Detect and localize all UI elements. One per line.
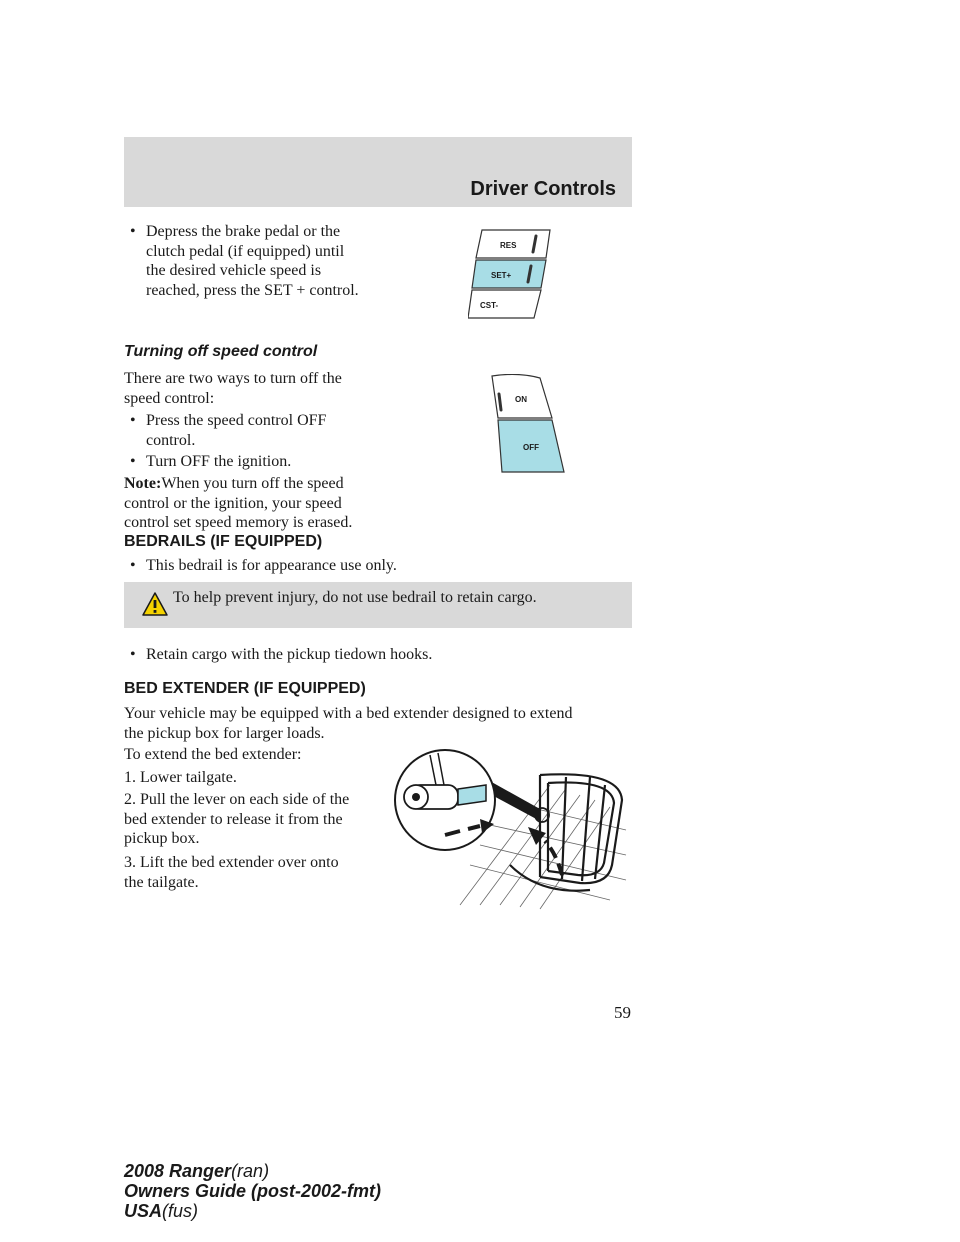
bedrails-bullet-2 (130, 645, 630, 665)
footer-market: USA (124, 1201, 163, 1221)
footer-market-code: (fus) (162, 1201, 199, 1221)
step-1: 1. Lower tailgate. (124, 769, 237, 786)
warning-icon (141, 591, 169, 617)
bullet-dot: • (130, 646, 136, 663)
warning-box (124, 582, 632, 628)
step-2-line-1: 2. Pull the lever on each side of the (124, 791, 350, 808)
set-plus-label: SET+ (491, 271, 512, 280)
page-number: 59 (614, 1003, 631, 1022)
turning-off-heading: Turning off speed control (124, 343, 318, 360)
res-label: RES (500, 241, 517, 250)
step-2-line-2: bed extender to release it from the (124, 810, 343, 828)
bed-extender-intro-line-1: Your vehicle may be equipped with a bed extender designed to extend (124, 705, 573, 722)
turning-off-intro (124, 369, 414, 408)
bullet-dot: • (130, 223, 136, 240)
turning-off-bullet-2-line-1: Turn OFF the ignition. (146, 453, 292, 470)
bedrails-bullet-1-text: This bedrail is for appearance use only. (146, 557, 397, 574)
turning-off-note (124, 474, 424, 533)
bedrails-bullet-2-text: Retain cargo with the pickup tiedown hooks. (146, 646, 433, 663)
warning-text: To help prevent injury, do not use bedrail to retain cargo. (173, 589, 537, 606)
on-label: ON (515, 395, 527, 404)
section-title: Driver Controls (470, 178, 616, 200)
bullet-dot: • (130, 453, 136, 470)
lift-arrow-icon (528, 827, 562, 875)
turning-off-bullet-1-line-2: control. (146, 431, 196, 449)
bed-extender-intro-line-2: the pickup box for larger loads. (124, 724, 325, 742)
header-band (124, 137, 632, 207)
note-label: Note: (124, 475, 162, 492)
bedrails-bullet-1 (130, 556, 630, 576)
footer-line-1 (124, 1161, 381, 1181)
bed-extender-illustration (390, 745, 630, 910)
turning-off-bullet-2 (130, 452, 400, 472)
speed-control-switch-figure (468, 228, 554, 320)
footer-model: 2008 Ranger (124, 1161, 232, 1181)
step-2 (124, 790, 394, 849)
footer-guide: Owners Guide (post-2002-fmt) (124, 1181, 382, 1201)
extender-frame (510, 774, 622, 890)
cst-minus-button (468, 290, 541, 318)
step-3-line-2: the tailgate. (124, 873, 199, 891)
footer-line-2 (124, 1181, 381, 1201)
step-2-line-3: pickup box. (124, 830, 200, 847)
speed-set-line-2: clutch pedal (if equipped) until (146, 242, 345, 260)
cst-minus-label: CST- (480, 301, 499, 310)
bedrails-heading: BEDRAILS (IF EQUIPPED) (124, 533, 323, 550)
on-off-switch-figure (488, 374, 566, 474)
speed-set-line-4: reached, press the SET + control. (146, 281, 359, 299)
bullet-dot: • (130, 412, 136, 429)
turning-off-intro-line-1: There are two ways to turn off the (124, 370, 342, 387)
speed-set-line-3: the desired vehicle speed is (146, 262, 322, 279)
on-indicator-icon (499, 394, 501, 410)
turning-off-bullet-1-line-1: Press the speed control OFF (146, 412, 327, 429)
speed-set-bullet (130, 222, 400, 300)
step-3 (124, 853, 394, 892)
footer (124, 1161, 381, 1221)
footer-model-code: (ran) (231, 1161, 270, 1181)
step-3-line-1: 3. Lift the bed extender over onto (124, 854, 339, 871)
to-extend-text: To extend the bed extender: (124, 746, 302, 763)
speed-set-line-1: Depress the brake pedal or the (146, 223, 341, 240)
turning-off-bullet-1 (130, 411, 400, 450)
note-line-2: control or the ignition, your speed (124, 494, 342, 512)
bed-extender-intro (124, 704, 634, 743)
footer-line-3 (124, 1201, 381, 1221)
turning-off-intro-line-2: speed control: (124, 389, 215, 407)
off-label: OFF (523, 443, 539, 452)
note-line-3: control set speed memory is erased. (124, 514, 353, 531)
bed-extender-heading: BED EXTENDER (IF EQUIPPED) (124, 680, 366, 697)
bullet-dot: • (130, 557, 136, 574)
note-line-1: When you turn off the speed (161, 475, 344, 492)
